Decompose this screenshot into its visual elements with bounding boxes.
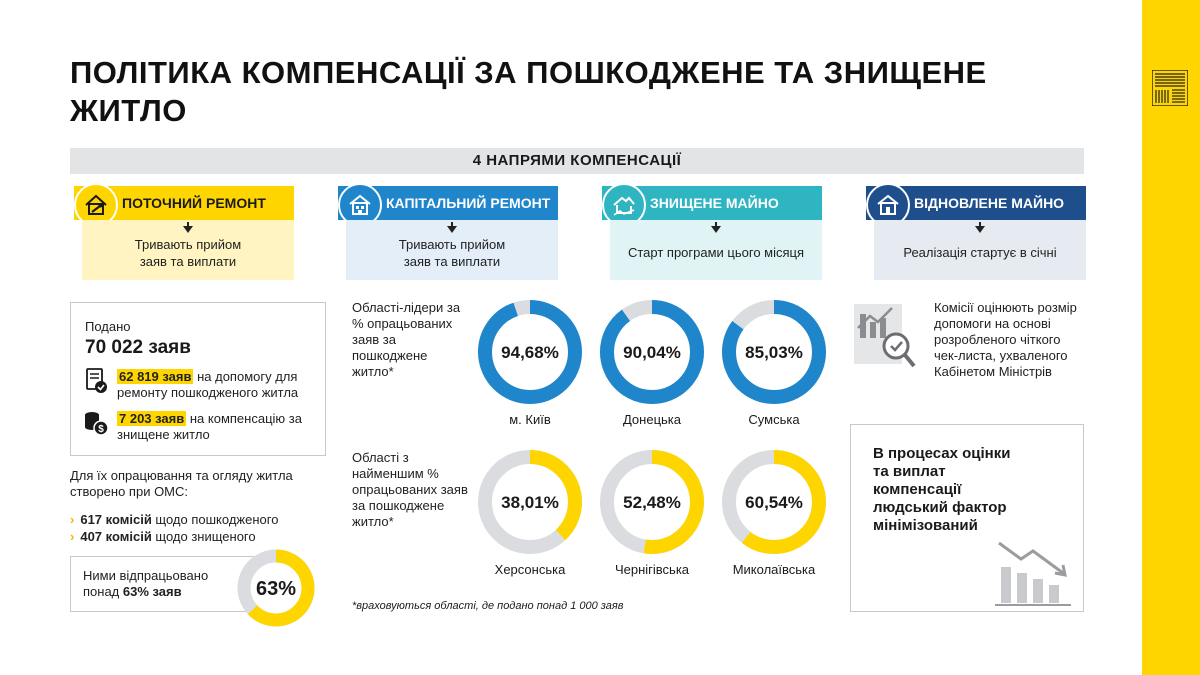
page-title: ПОЛІТИКА КОМПЕНСАЦІЇ ЗА ПОШКОДЖЕНЕ ТА ЗНИЩЕНЕ ЖИТЛО — [70, 55, 987, 128]
laggards-donut-0 — [470, 448, 590, 577]
processed-text — [83, 568, 233, 600]
commission-info-text: Комісії оцінюють розмір допомоги на основі розробленого чіткого чек-листа, ухваленого Кабінетом Міністрів — [934, 300, 1077, 379]
direction-status-text: Тривають прийом заяв та виплати — [398, 237, 506, 269]
processed-card — [70, 556, 256, 612]
destroyed-applications-value: 7 203 заяв — [119, 411, 185, 426]
chevron-right-icon: › — [70, 529, 75, 544]
leaders-donut-2 — [714, 298, 834, 427]
donut-region-label: Сумська — [748, 412, 800, 427]
laggards-donut-row — [470, 448, 840, 588]
destroyed-applications — [117, 411, 317, 443]
commission-item-text: щодо знищеного — [151, 529, 256, 544]
direction-label: ПОТОЧНИЙ РЕМОНТ — [74, 186, 294, 220]
donut-region-label: Чернігівська — [614, 562, 690, 577]
direction-capital-repair — [338, 186, 558, 280]
commission-item-text: щодо пошкодженого — [151, 512, 279, 527]
commission-item-value: 407 комісій — [80, 529, 152, 544]
logo-icon — [1152, 70, 1188, 106]
human-factor-text: В процесах оцінки та виплат компенсації людський фактор мінімізований — [873, 445, 1011, 534]
leaders-donut-chart — [714, 298, 834, 408]
processed-donut — [234, 546, 318, 630]
footnote: *враховуються області, де подано понад 1 000 заяв — [352, 600, 624, 612]
direction-status — [82, 220, 294, 280]
direction-destroyed-property — [602, 186, 822, 280]
laggards-donut-chart — [470, 448, 590, 558]
declining-chart-icon — [991, 529, 1077, 609]
repair-applications — [117, 369, 317, 401]
leaders-label: Області-лідери за % опрацьованих заяв за пошкоджене житло* — [352, 300, 461, 379]
applications-card — [70, 302, 326, 456]
leaders-donut-chart — [470, 298, 590, 408]
processed-text-value: 63% заяв — [122, 584, 182, 599]
direction-status — [346, 220, 558, 280]
repair-applications-value: 62 819 заяв — [119, 369, 192, 384]
commissions-intro: Для їх опрацювання та огляду житла створено при ОМС: — [70, 468, 293, 499]
donut-region-label: Миколаївська — [732, 562, 816, 577]
destroyed-applications-text: на компенсацію за знищене житло — [117, 411, 302, 442]
donut-region-label: м. Київ — [509, 412, 551, 427]
human-factor-card — [850, 424, 1084, 612]
donut-percent-label: 38,01% — [501, 493, 559, 512]
coins-icon — [83, 409, 109, 437]
processed-percent-label: 63% — [255, 578, 297, 600]
document-magnifier-icon — [850, 300, 920, 372]
direction-current-repair — [74, 186, 294, 280]
direction-status-text: Тривають прийом заяв та виплати — [134, 237, 242, 269]
leaders-donut-0 — [470, 298, 590, 427]
donut-percent-label: 52,48% — [623, 493, 681, 512]
direction-label: КАПІТАЛЬНИЙ РЕМОНТ — [338, 186, 558, 220]
donut-percent-label: 60,54% — [745, 493, 803, 512]
laggards-label: Області з найменшим % опрацьованих заяв за пошкоджене житло* — [352, 450, 468, 529]
processed-text-prefix: Ними відпрацьовано понад — [83, 568, 209, 599]
document-check-icon — [83, 367, 109, 395]
leaders-donut-row — [470, 298, 840, 438]
commission-item-value: 617 комісій — [80, 512, 152, 527]
svg-text:$: $ — [98, 424, 104, 435]
laggards-donut-1 — [592, 448, 712, 577]
direction-label: ВІДНОВЛЕНЕ МАЙНО — [866, 186, 1086, 220]
direction-label: ЗНИЩЕНЕ МАЙНО — [602, 186, 822, 220]
repair-applications-text: на допомогу для ремонту пошкодженого житла — [117, 369, 299, 400]
direction-restored-property — [866, 186, 1086, 280]
leaders-donut-1 — [592, 298, 712, 427]
laggards-donut-chart — [592, 448, 712, 558]
donut-region-label: Херсонська — [494, 562, 566, 577]
donut-percent-label: 90,04% — [623, 343, 681, 362]
commission-item-damaged — [70, 512, 330, 528]
laggards-donut-chart — [714, 448, 834, 558]
submitted-value: 70 022 заяв — [85, 337, 191, 358]
chevron-right-icon: › — [70, 512, 75, 527]
commission-item-destroyed — [70, 529, 330, 545]
donut-percent-label: 94,68% — [501, 343, 559, 362]
direction-status-text: Старт програми цього місяця — [627, 245, 805, 260]
laggards-donut-2 — [714, 448, 834, 577]
donut-percent-label: 85,03% — [745, 343, 803, 362]
direction-status — [610, 220, 822, 280]
submitted-label: Подано — [85, 319, 131, 334]
donut-region-label: Донецька — [622, 412, 681, 427]
leaders-donut-chart — [592, 298, 712, 408]
direction-status-text: Реалізація стартує в січні — [903, 245, 1057, 260]
directions-banner: 4 НАПРЯМИ КОМПЕНСАЦІЇ — [70, 148, 1084, 174]
direction-status — [874, 220, 1086, 280]
